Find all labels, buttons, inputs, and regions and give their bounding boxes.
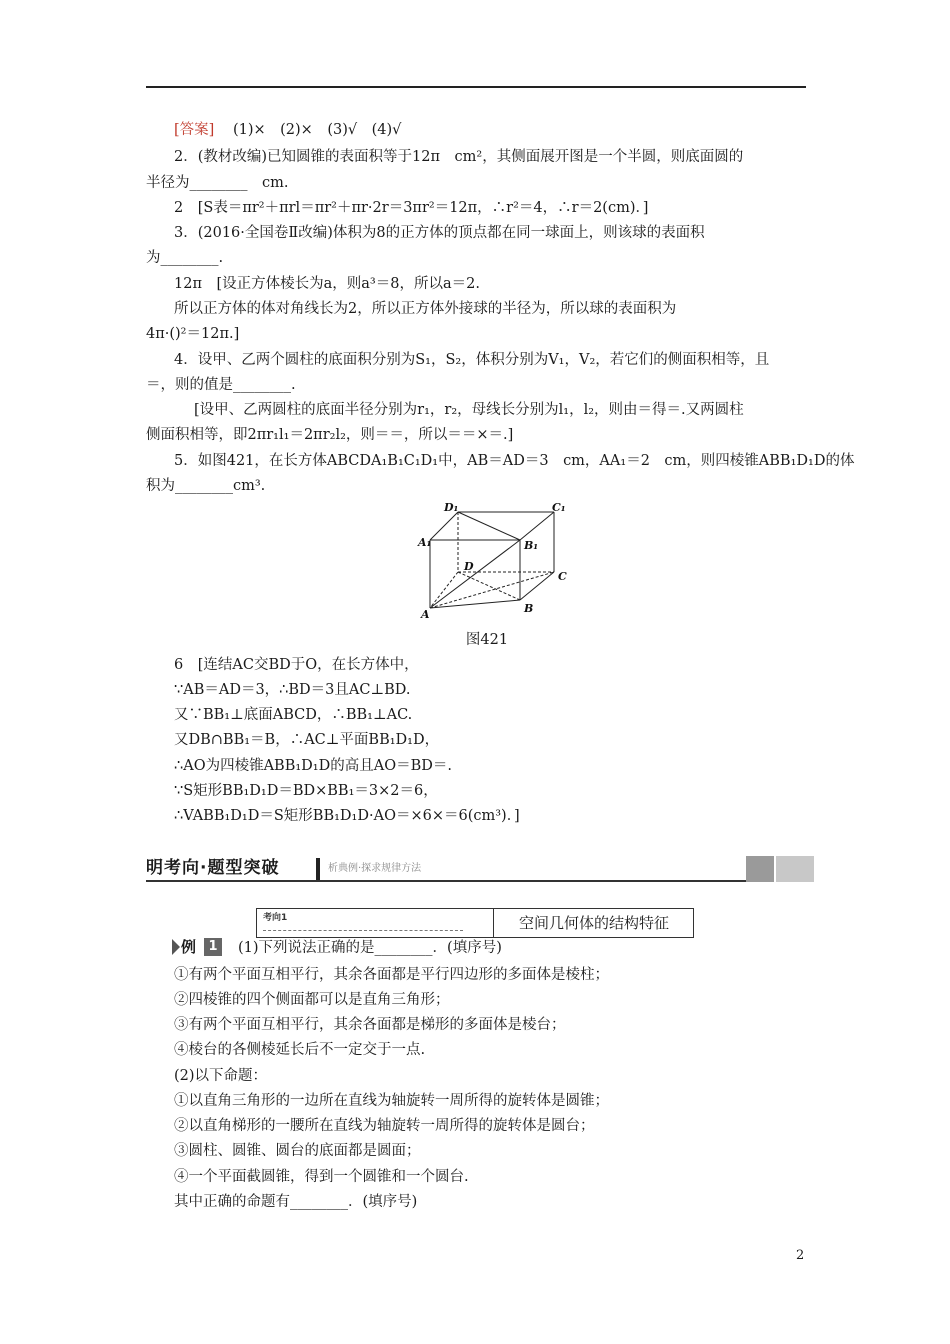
banner-decoration-dark [746,856,774,882]
solution-line-4: 又DB∩BB₁＝B，∴AC⊥平面BB₁D₁D， [174,732,440,748]
solution-line-6: ∵S矩形BB₁D₁D＝BD×BB₁＝3×2＝6， [174,783,438,799]
answer-text: (1)× (2)× (3)√ (4)√ [232,122,402,138]
label-B: B [524,602,534,615]
page-number: 2 [796,1248,805,1263]
problem-2-line-2: 半径为________ cm. [146,175,289,191]
solution-line-5: ∴AO为四棱锥ABB₁D₁D的高且AO＝BD＝. [174,758,452,774]
label-A1: A₁ [418,536,432,549]
example-line-3: ③有两个平面互相平行，其余各面都是梯形的多面体是棱台； [174,1017,566,1033]
section-subtitle: 析典例·探求规律方法 [328,863,422,874]
example-number: 1 [204,938,222,956]
label-B1: B₁ [524,539,539,552]
example-line-4: ④棱台的各侧棱延长后不一定交于一点. [174,1042,426,1058]
example-line-7: ②以直角梯形的一腰所在直线为轴旋转一周所得的旋转体是圆台； [174,1118,595,1134]
solution-line-3: 又∵BB₁⊥底面ABCD，∴BB₁⊥AC. [174,707,413,723]
problem-4-solution-1: [设甲、乙两圆柱的底面半径分别为r₁，r₂，母线长分别为l₁，l₂，则由＝得＝.又两圆柱 [194,402,744,418]
section-underline [146,880,746,882]
solution-line-1: 6 [连结AC交BD于O，在长方体中， [174,657,419,673]
problem-3-solution-3: 4π·()²＝12π.] [146,326,240,342]
example-line-2: ②四棱锥的四个侧面都可以是直角三角形； [174,992,450,1008]
label-D: D [464,560,474,573]
example-first-line: (1)下列说法正确的是________．(填序号) [238,940,502,956]
problem-3-line-1: 3．(2016·全国卷Ⅱ改编)体积为8的正方体的顶点都在同一球面上，则该球的表面积 [174,225,705,241]
example-line-10: 其中正确的命题有________．(填序号) [174,1194,418,1210]
problem-3-solution-2: 所以正方体的体对角线长为2，所以正方体外接球的半径为，所以球的表面积为 [174,301,677,317]
solution-line-7: ∴VABB₁D₁D＝S矩形BB₁D₁D·AO＝×6×＝6(cm³)．] [174,808,520,824]
section-divider [316,858,320,880]
section-banner [146,856,814,882]
problem-2-line-1: 2．(教材改编)已知圆锥的表面积等于12π cm²，其侧面展开图是一个半圆，则底面圆的 [174,149,744,165]
problem-3-line-2: 为________. [146,250,224,266]
example-line-1: ①有两个平面互相平行，其余各面都是平行四边形的多面体是棱柱； [174,967,609,983]
cuboid-figure [416,500,576,622]
answer-line [174,120,401,140]
problem-5-line-2: 积为________cm³. [146,478,266,494]
example-line-9: ④一个平面截圆锥，得到一个圆锥和一个圆台. [174,1169,469,1185]
label-C: C [558,570,567,583]
example-tag [172,937,226,957]
example-label: 例 [181,938,197,956]
problem-4-solution-2: 侧面积相等，即2πr₁l₁＝2πr₂l₂，则＝＝，所以＝＝×＝.] [146,427,514,443]
problem-4-line-1: 4．设甲、乙两个圆柱的底面积分别为S₁，S₂，体积分别为V₁，V₂，若它们的侧面积相等，且 [174,352,770,368]
label-D1: D₁ [444,501,459,514]
banner-decoration-light [776,856,814,882]
figure-caption: 图421 [465,632,509,648]
label-C1: C₁ [552,501,566,514]
problem-5-line-1: 5．如图421，在长方体ABCDA₁B₁C₁D₁中，AB＝AD＝3 cm，AA₁＝2 cm，则四棱锥ABB₁D₁D的体 [174,453,855,469]
direction-title: 空间几何体的结构特征 [518,914,669,932]
direction-tag: 考向1 [263,912,463,931]
example-line-6: ①以直角三角形的一边所在直线为轴旋转一周所得的旋转体是圆锥； [174,1093,609,1109]
problem-3-solution-1: 12π [设正方体棱长为a，则a³＝8，所以a＝2. [174,276,480,292]
triangle-arrow-icon [172,939,180,955]
example-line-8: ③圆柱、圆锥、圆台的底面都是圆面； [174,1143,421,1159]
example-line-5: (2)以下命题： [174,1068,268,1084]
solution-line-2: ∵AB＝AD＝3，∴BD＝3且AC⊥BD. [174,682,411,698]
answer-tag: [答案] [174,122,215,138]
direction-box [256,908,694,938]
problem-2-solution: 2 [S表＝πr²＋πrl＝πr²＋πr·2r＝3πr²＝12π，∴r²＝4，∴r＝2(cm)．] [174,200,649,216]
header-rule [146,86,806,88]
problem-4-line-2: ＝，则的值是________. [146,377,296,393]
direction-divider [493,909,494,937]
section-title: 明考向·题型突破 [146,858,280,878]
label-A: A [421,608,430,621]
